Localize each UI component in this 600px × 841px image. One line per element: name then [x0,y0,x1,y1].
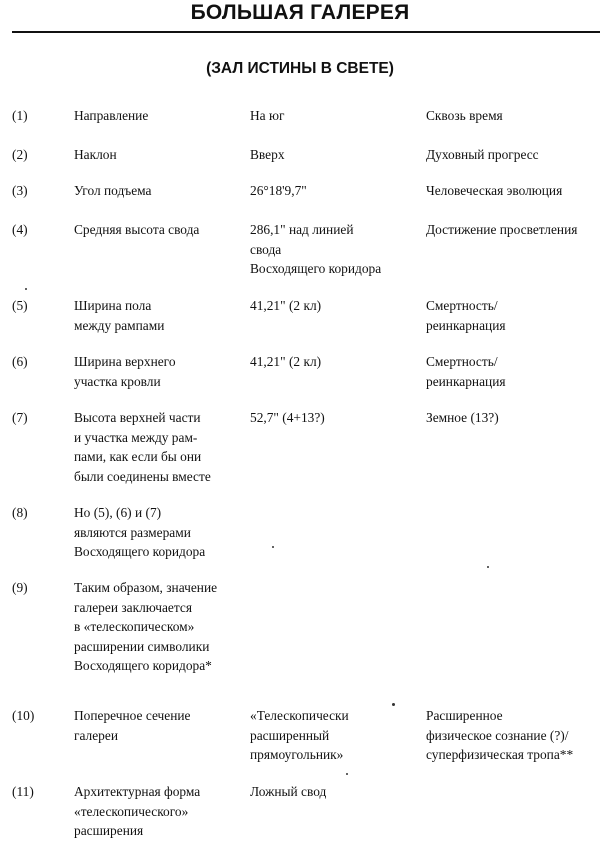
row-number: (2) [12,147,28,162]
row-number: (9) [12,580,28,595]
row-value: Ложный свод [250,784,327,799]
row-symbol: Земное (13?) [426,410,499,425]
scan-speck [346,773,348,775]
page-title: БОЛЬШАЯ ГАЛЕРЕЯ [190,1,410,24]
row-item: Высота верхней части и участка между рам- пами, как если бы они были соединены вместе [74,410,211,484]
row-symbol: Человеческая эволюция [426,183,563,198]
page-subtitle: (ЗАЛ ИСТИНЫ В СВЕТЕ) [206,60,394,77]
row-item: Но (5), (6) и (7) являются размерами Восходящего коридора [74,505,206,559]
scan-speck [392,703,395,706]
row-item: Угол подъема [74,183,152,198]
row-value: Вверх [250,147,285,162]
row-number: (1) [12,108,28,123]
scan-speck [272,546,274,548]
row-value: «Телескопически расширенный прямоугольник» [250,708,349,762]
row-number: (10) [12,708,35,723]
row-item: Наклон [74,147,117,162]
row-symbol: Духовный прогресс [426,147,539,162]
row-symbol: Расширенное физическое сознание (?)/ суперфизическая тропа** [426,708,574,762]
row-value: 52,7" (4+13?) [250,410,325,425]
row-item: Средняя высота свода [74,222,200,237]
row-number: (4) [12,222,28,237]
row-symbol: Смертность/ реинкарнация [426,354,506,389]
row-value: 41,21" (2 кл) [250,298,322,313]
title-underline [12,31,600,33]
row-item: Направление [74,108,149,123]
row-value: На юг [250,108,285,123]
row-symbol: Достижение просветления [426,222,578,237]
row-item: Архитектурная форма «телескопического» расширения [74,784,201,838]
row-symbol: Сквозь время [426,108,503,123]
row-item: Поперечное сечение галереи [74,708,191,743]
row-number: (3) [12,183,28,198]
scan-speck [487,566,489,568]
row-item: Ширина пола между рампами [74,298,165,333]
row-number: (8) [12,505,28,520]
row-number: (7) [12,410,28,425]
row-number: (6) [12,354,28,369]
row-number: (11) [12,784,34,799]
row-item: Таким образом, значение галереи заключается в «телескопическом» расширении символики Восходящего коридора* [74,580,218,673]
row-number: (5) [12,298,28,313]
row-symbol: Смертность/ реинкарнация [426,298,506,333]
row-value: 26°18'9,7" [250,183,307,198]
scan-speck [25,288,27,290]
row-value: 286,1" над линией свода Восходящего коридора [250,222,382,276]
row-value: 41,21" (2 кл) [250,354,322,369]
row-item: Ширина верхнего участка кровли [74,354,176,389]
